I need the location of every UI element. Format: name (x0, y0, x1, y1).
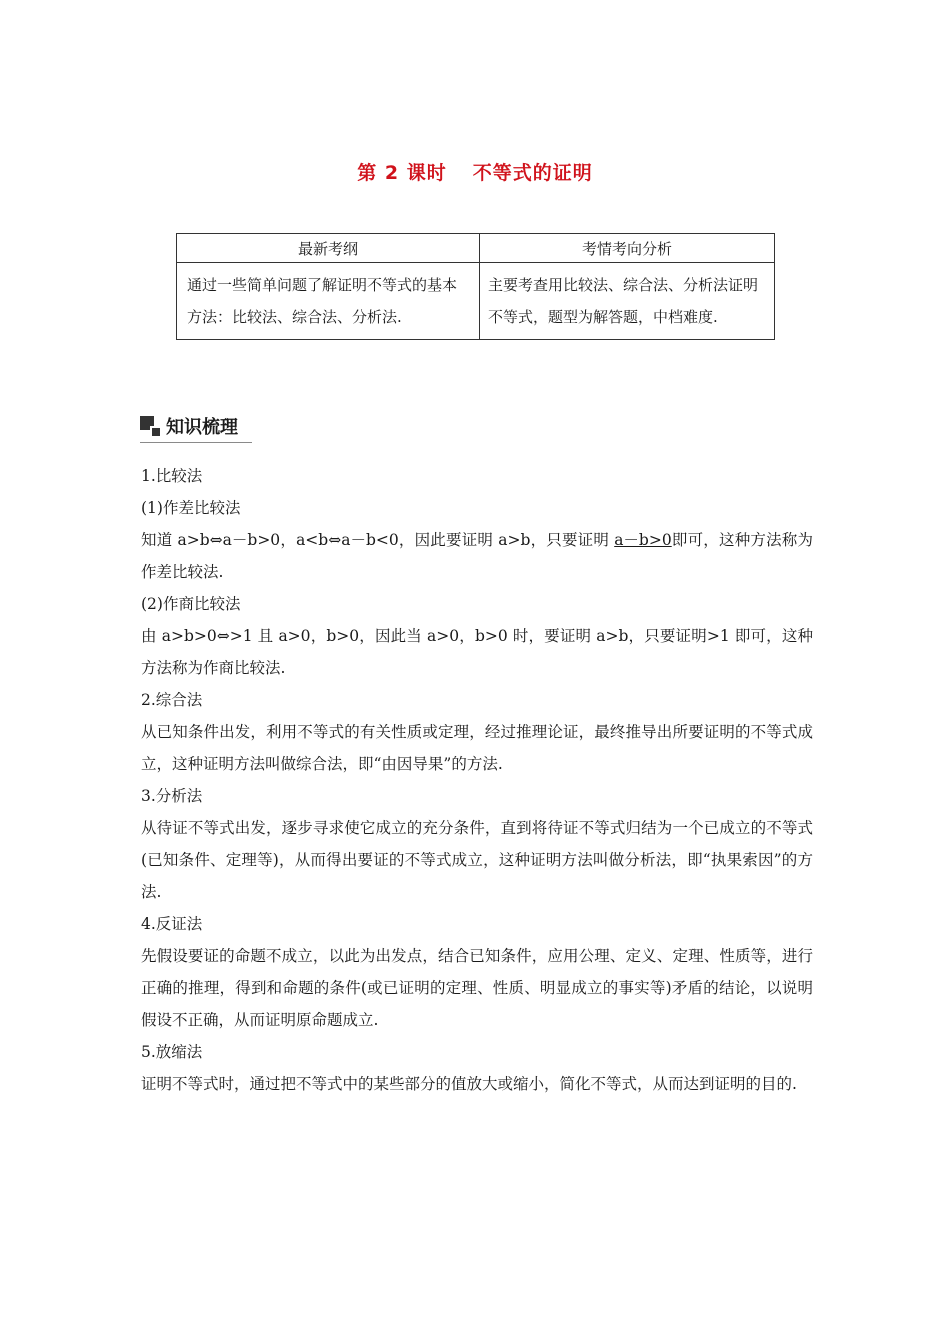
heading-analysis: 3.分析法 (141, 787, 203, 805)
table-header-row (177, 234, 775, 263)
paragraph-synthesis: 从已知条件出发，利用不等式的有关性质或定理，经过推理论证，最终推导出所要证明的不等式成立，这种证明方法叫做综合法，即“由因导果”的方法. (141, 723, 813, 773)
paragraph-difference: 知道 a>b⇔a－b>0，a<b⇔a－b<0，因此要证明 a>b，只要证明 a－b>0即可，这种方法称为作差比较法. (141, 531, 813, 581)
paragraph-contradiction: 先假设要证的命题不成立，以此为出发点，结合已知条件，应用公理、定义、定理、性质等，进行正确的推理，得到和命题的条件(或已证明的定理、性质、明显成立的事实等)矛盾的结论，以说明假设不正确，从而证明原命题成立. (141, 947, 813, 1029)
lesson-topic: 不等式的证明 (472, 162, 593, 184)
knowledge-content (141, 460, 813, 1100)
subheading-difference: (1)作差比较法 (141, 499, 241, 517)
section-title: 知识梳理 (166, 417, 238, 438)
analysis-cell: 主要考查用比较法、综合法、分析法证明不等式，题型为解答题，中档难度. (480, 263, 775, 340)
table-row (177, 263, 775, 340)
lesson-number: 第 2 课时 (357, 162, 447, 184)
table-header-outline: 最新考纲 (177, 234, 480, 263)
heading-scaling: 5.放缩法 (141, 1043, 203, 1061)
heading-contradiction: 4.反证法 (141, 915, 203, 933)
lesson-title (0, 158, 950, 185)
outline-cell: 通过一些简单问题了解证明不等式的基本方法：比较法、综合法、分析法. (177, 263, 480, 340)
paragraph-scaling: 证明不等式时，通过把不等式中的某些部分的值放大或缩小，简化不等式，从而达到证明的目的. (141, 1075, 797, 1093)
section-header (140, 412, 252, 443)
paragraph-analysis: 从待证不等式出发，逐步寻求使它成立的充分条件，直到将待证不等式归结为一个已成立的不等式(已知条件、定理等)，从而得出要证的不等式成立，这种证明方法叫做分析法，即“执果索因”的方法. (141, 819, 813, 901)
heading-synthesis: 2.综合法 (141, 691, 203, 709)
underlined-answer: a－b>0 (614, 531, 672, 549)
table-header-analysis: 考情考向分析 (480, 234, 775, 263)
paragraph-quotient: 由 a>b>0⇔>1 且 a>0，b>0，因此当 a>0，b>0 时，要证明 a>b，只要证明>1 即可，这种方法称为作商比较法. (141, 627, 813, 677)
heading-comparison: 1.比较法 (141, 467, 203, 485)
exam-outline-table (176, 233, 775, 340)
subheading-quotient: (2)作商比较法 (141, 595, 241, 613)
